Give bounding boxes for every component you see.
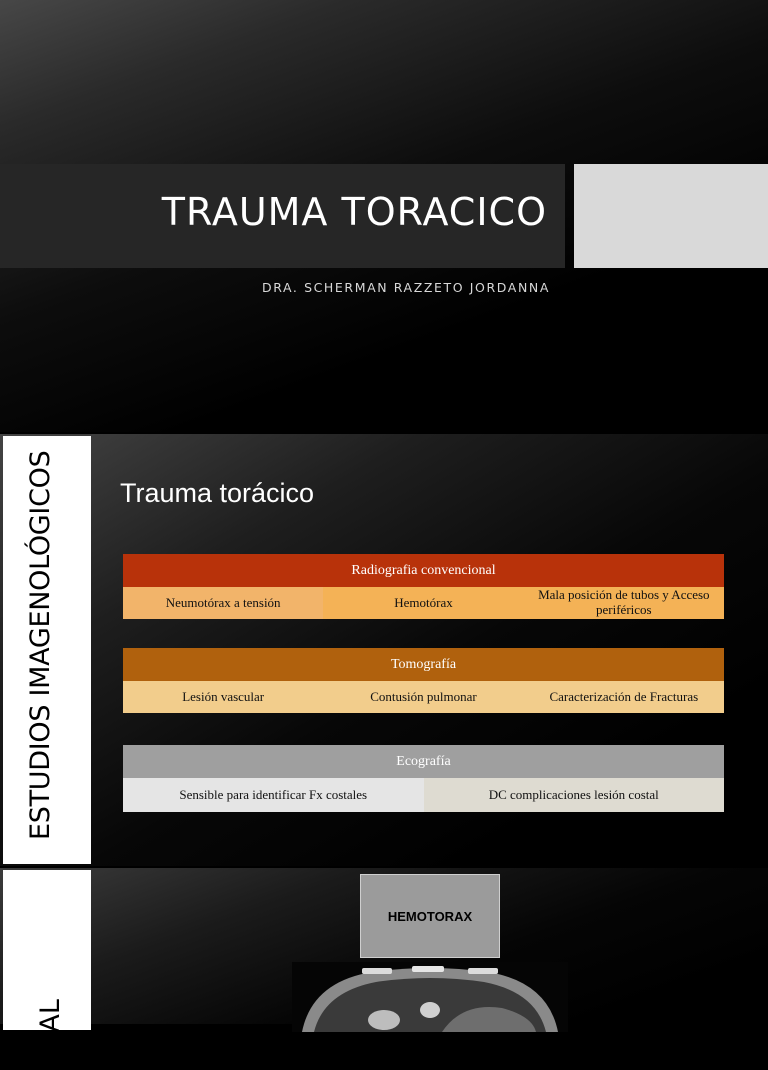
- imaging-studies-slide: [0, 434, 768, 866]
- ct-scan-graphic: [292, 962, 568, 1032]
- group-cell: Lesión vascular: [123, 681, 323, 713]
- group-cell: Mala posición de tubos y Acceso periféricos: [524, 587, 724, 619]
- group-cell: Caracterización de Fracturas: [524, 681, 724, 713]
- title-band: [0, 164, 565, 268]
- ecografia-group: [123, 745, 724, 812]
- title-slide: [0, 0, 768, 432]
- group-cell: Neumotórax a tensión: [123, 587, 323, 619]
- side-panel-label: ESTUDIOS IMAGENOLÓGICOS: [25, 450, 56, 840]
- group-cell: Hemotórax: [323, 587, 523, 619]
- group-cell: Contusión pulmonar: [323, 681, 523, 713]
- group-cell: DC complicaciones lesión costal: [424, 778, 725, 812]
- group-header: Tomografía: [123, 648, 724, 681]
- accent-block: [574, 164, 768, 268]
- group-row: [123, 681, 724, 713]
- hemotorax-slide: [0, 868, 768, 1070]
- ct-scan-image: [292, 962, 568, 1032]
- slide-subtitle: DRA. SCHERMAN RAZZETO JORDANNA: [261, 280, 550, 295]
- tomografia-group: [123, 648, 724, 713]
- slide-title: TRAUMA TORACICO: [161, 190, 547, 234]
- side-panel-label: URAL: [35, 999, 66, 1070]
- group-header: Radiografia convencional: [123, 554, 724, 587]
- radiografia-group: [123, 554, 724, 619]
- side-panel: [3, 870, 91, 1070]
- side-panel: [3, 436, 91, 864]
- group-cell: Sensible para identificar Fx costales: [123, 778, 424, 812]
- hemotorax-label-box: HEMOTORAX: [360, 874, 500, 958]
- content-title: Trauma torácico: [120, 478, 315, 508]
- group-row: [123, 778, 724, 812]
- group-row: [123, 587, 724, 619]
- group-header: Ecografía: [123, 745, 724, 778]
